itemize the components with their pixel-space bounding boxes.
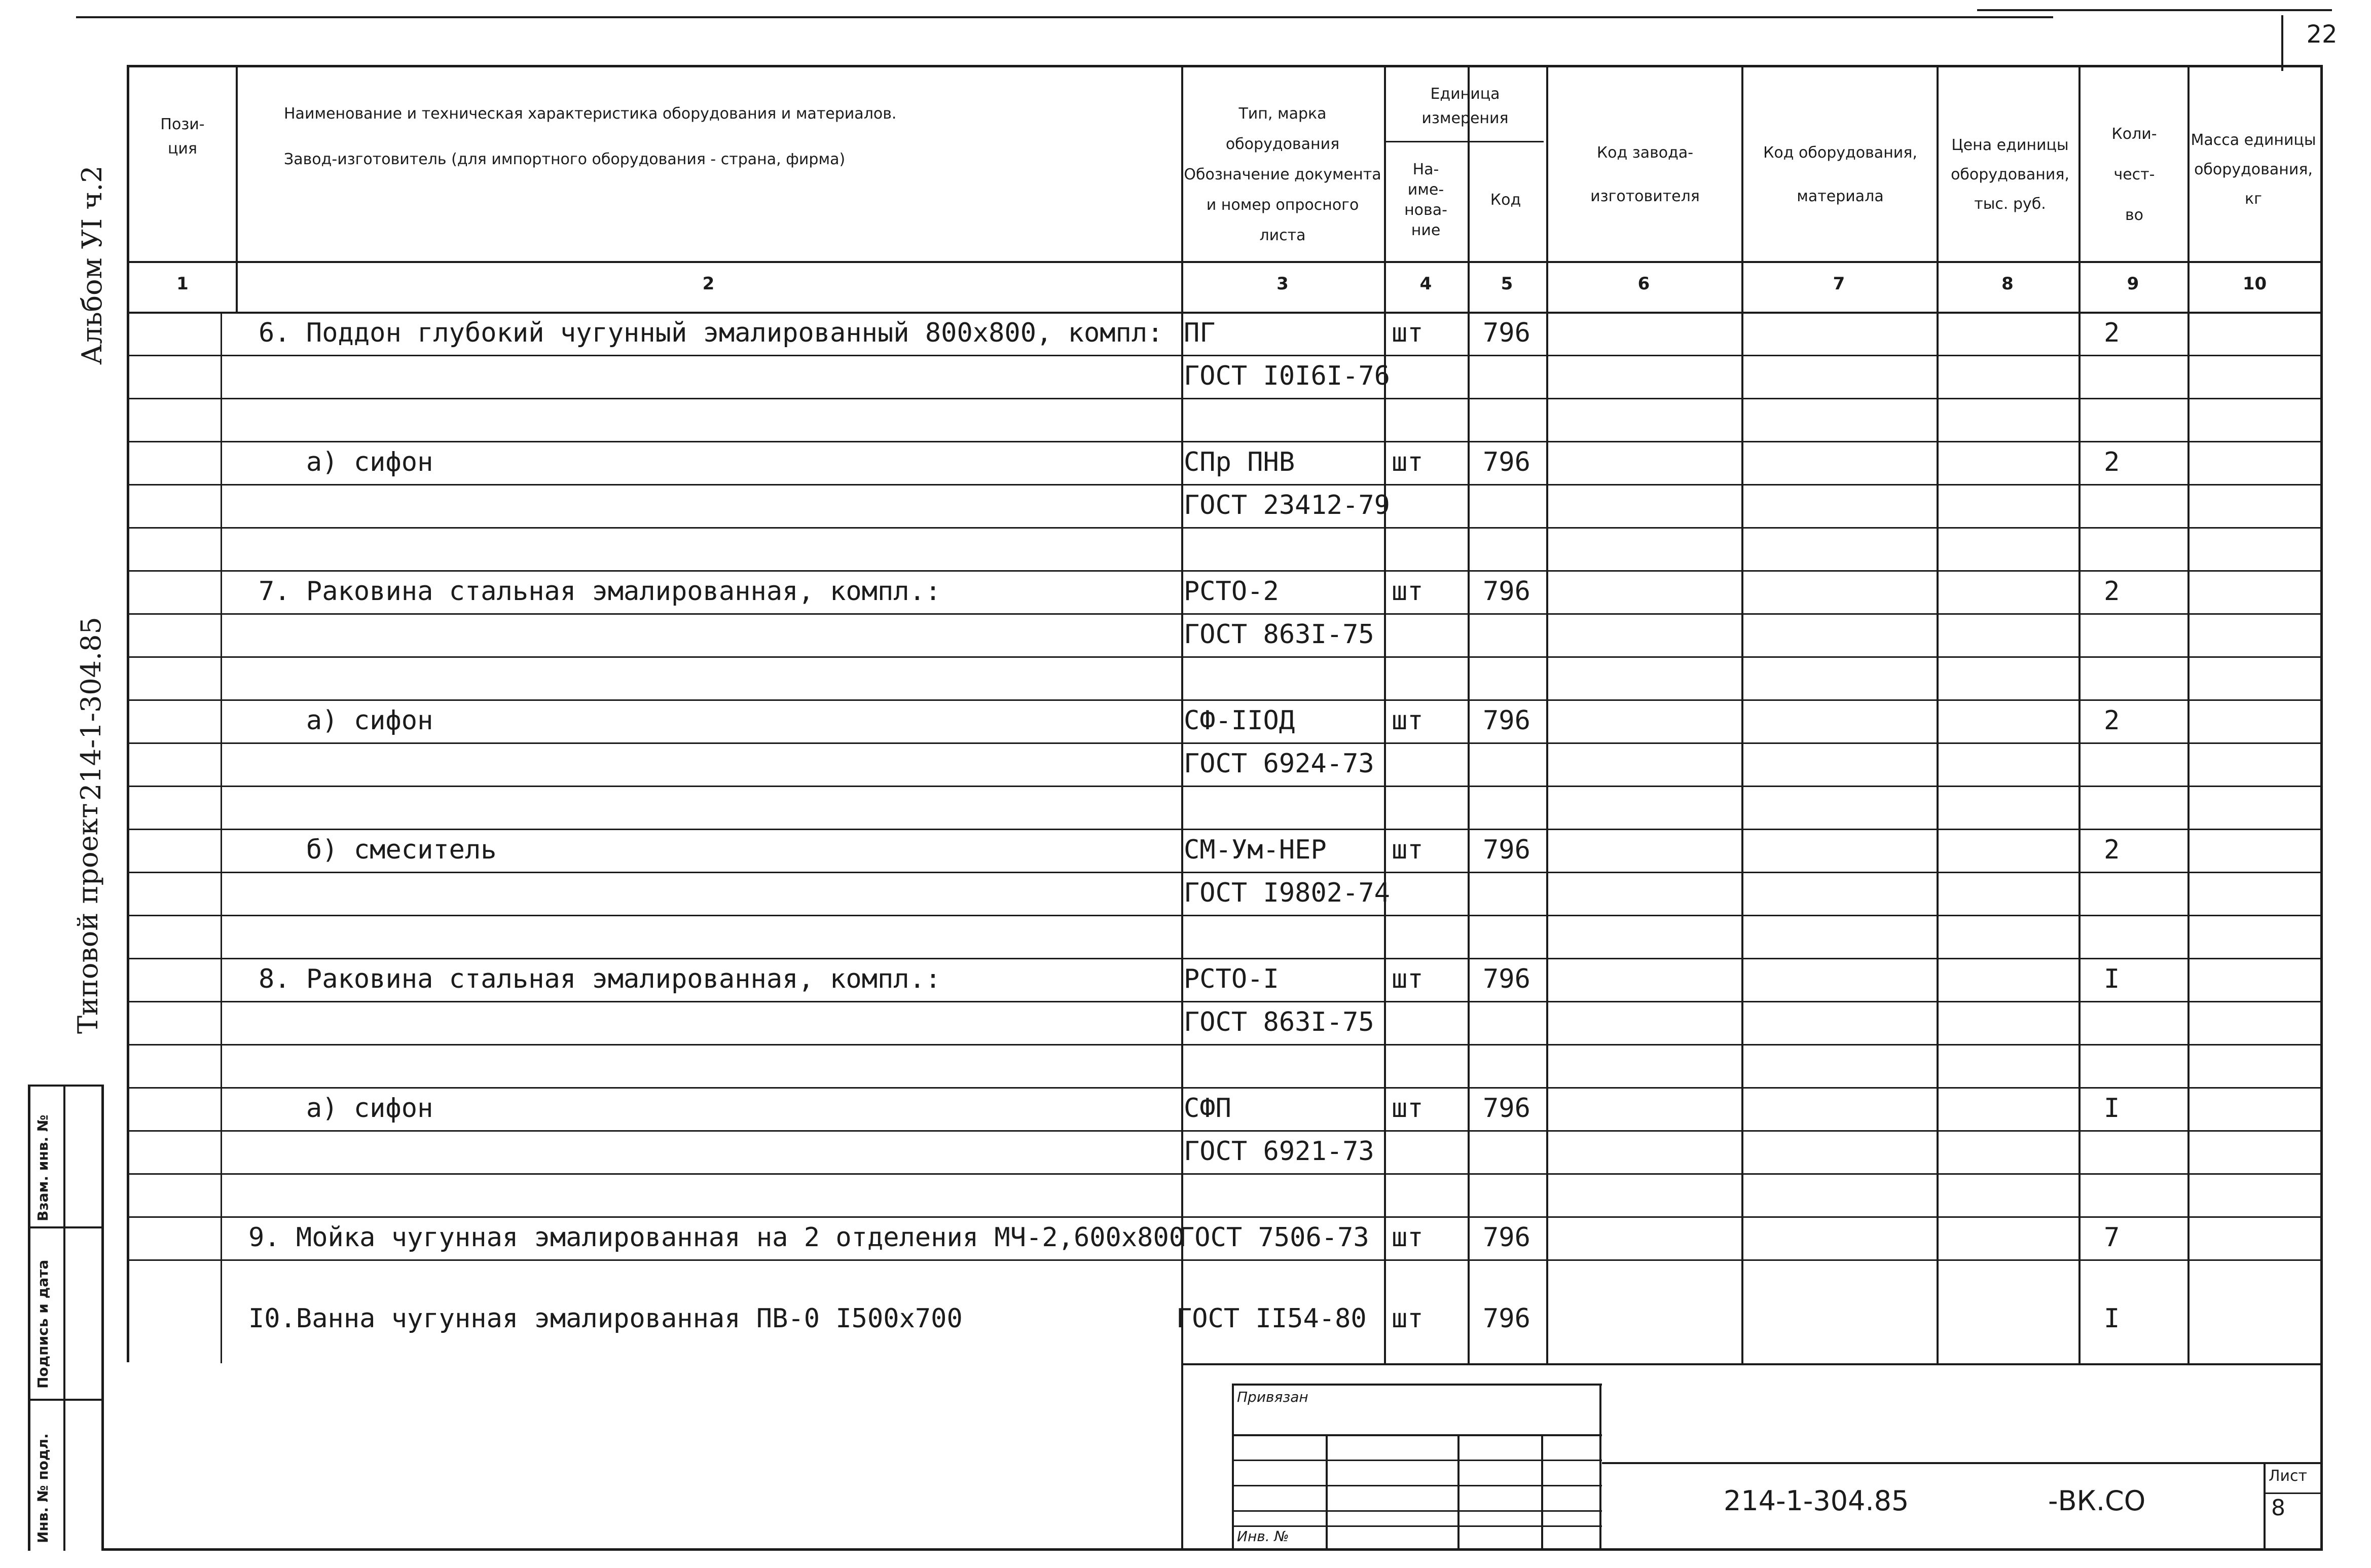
column-number: 2 bbox=[702, 274, 715, 294]
column-line bbox=[2187, 66, 2190, 1363]
column-number: 10 bbox=[2242, 274, 2267, 294]
row-rule bbox=[129, 527, 2322, 529]
item-unit-code: 796 bbox=[1483, 705, 1530, 736]
column-number: 4 bbox=[1419, 274, 1432, 294]
header-name: Наименование и техническая характеристика оборудования и материалов. Завод-изготовитель (для импортного оборудования - страна, фирма) bbox=[284, 105, 897, 168]
column-number: 3 bbox=[1276, 274, 1289, 294]
item-type: РСТО-I bbox=[1184, 964, 1279, 994]
stamp-divider bbox=[63, 1085, 65, 1551]
item-type: ПГ bbox=[1184, 318, 1216, 348]
item-unit-code: 796 bbox=[1483, 835, 1530, 865]
item-unit-code: 796 bbox=[1483, 964, 1530, 994]
item-quantity: I bbox=[2104, 964, 2120, 994]
table-top-border bbox=[127, 65, 2322, 67]
tb-h3 bbox=[1232, 1485, 1602, 1486]
row-rule bbox=[129, 1173, 2322, 1175]
row-rule bbox=[129, 484, 2322, 486]
row-rule bbox=[129, 398, 2322, 399]
item-unit: шт bbox=[1392, 1222, 1424, 1253]
column-number: 9 bbox=[2127, 274, 2139, 294]
doc-suffix: -ВК.СО bbox=[2048, 1485, 2146, 1517]
tb-v2 bbox=[1326, 1434, 1328, 1551]
project-code-side: 214-1-304.85 bbox=[75, 617, 107, 801]
item-name: 8. Раковина стальная эмалированная, компл.: bbox=[259, 964, 941, 994]
tb-h4 bbox=[1232, 1510, 1602, 1512]
column-line bbox=[2078, 66, 2081, 1363]
stamp-top bbox=[28, 1085, 104, 1087]
item-quantity: I bbox=[2104, 1093, 2120, 1124]
row-rule bbox=[129, 1001, 2322, 1002]
item-quantity: 2 bbox=[2104, 835, 2120, 865]
row-rule bbox=[129, 312, 2322, 313]
stamp-vzam: Взам. инв. № bbox=[34, 1114, 51, 1221]
item-type: СПр ПНВ bbox=[1184, 447, 1295, 477]
item-name: а) сифон bbox=[259, 447, 433, 477]
item-unit: шт bbox=[1392, 318, 1424, 348]
item-name: а) сифон bbox=[259, 705, 433, 736]
item-quantity: 2 bbox=[2104, 447, 2120, 477]
column-line bbox=[1181, 66, 1183, 1363]
item-name: б) смеситель bbox=[259, 835, 497, 865]
column-number: 5 bbox=[1501, 274, 1513, 294]
item-type: ГОСТ II54-80 bbox=[1176, 1303, 1367, 1334]
header-unit: Единица измерения bbox=[1421, 85, 1509, 127]
item-quantity: 7 bbox=[2104, 1222, 2120, 1253]
column-line bbox=[1546, 66, 1548, 1363]
row-rule bbox=[129, 1259, 2322, 1261]
project-label: Типовой проект bbox=[72, 803, 104, 1034]
item-quantity: 2 bbox=[2104, 576, 2120, 607]
row-rule bbox=[129, 872, 2322, 873]
tb-list-h bbox=[2264, 1492, 2322, 1494]
top-rule-right bbox=[1977, 9, 2332, 11]
footer-left bbox=[1181, 1363, 1183, 1551]
list-label: Лист bbox=[2269, 1467, 2308, 1485]
item-standard: ГОСТ 6921-73 bbox=[1184, 1136, 1374, 1167]
column-line bbox=[1384, 66, 1386, 1363]
col1-body-line bbox=[221, 312, 222, 1363]
row-rule bbox=[129, 656, 2322, 658]
item-type: ГОСТ 7506-73 bbox=[1179, 1222, 1369, 1253]
stamp-left bbox=[28, 1085, 30, 1551]
stamp-podpis: Подпись и дата bbox=[34, 1259, 51, 1389]
column-line bbox=[1468, 66, 1470, 1363]
row-rule bbox=[129, 958, 2322, 959]
stamp-inv: Инв. № подл. bbox=[34, 1433, 51, 1543]
tb-h2 bbox=[1232, 1460, 1602, 1461]
row-rule bbox=[129, 441, 2322, 442]
tb-v3 bbox=[1457, 1434, 1460, 1551]
item-type: СФП bbox=[1184, 1093, 1231, 1124]
item-unit-code: 796 bbox=[1483, 318, 1530, 348]
header-equipment-code: Код оборудования, материала bbox=[1763, 144, 1917, 205]
item-name: 9. Мойка чугунная эмалированная на 2 отделения МЧ-2,600х800 bbox=[248, 1222, 1185, 1253]
item-unit-code: 796 bbox=[1483, 1303, 1530, 1334]
table-left-border bbox=[127, 65, 129, 1362]
item-unit: шт bbox=[1392, 1093, 1424, 1124]
item-standard: ГОСТ I9802-74 bbox=[1184, 878, 1390, 908]
column-number: 1 bbox=[176, 274, 189, 294]
item-unit: шт bbox=[1392, 964, 1424, 994]
frame-bottom bbox=[101, 1548, 2323, 1551]
item-unit: шт bbox=[1392, 447, 1424, 477]
item-unit: шт bbox=[1392, 576, 1424, 607]
top-rule bbox=[76, 16, 2053, 18]
tb-list-v bbox=[2264, 1462, 2266, 1551]
row-rule bbox=[129, 613, 2322, 615]
row-rule bbox=[129, 915, 2322, 916]
item-standard: ГОСТ 863I-75 bbox=[1184, 1007, 1374, 1037]
header-mass: Масса единицы оборудования, кг bbox=[2191, 131, 2316, 208]
row-rule bbox=[129, 786, 2322, 787]
tb-h5 bbox=[1232, 1525, 1602, 1527]
footer-top bbox=[1181, 1363, 2322, 1365]
header-unit-name: На- име- нова- ние bbox=[1404, 161, 1447, 239]
item-unit-code: 796 bbox=[1483, 447, 1530, 477]
item-name: I0.Ванна чугунная эмалированная ПВ-0 I500х700 bbox=[248, 1303, 963, 1334]
column-number: 6 bbox=[1637, 274, 1650, 294]
column-number: 8 bbox=[2001, 274, 2014, 294]
item-name: а) сифон bbox=[259, 1093, 433, 1124]
item-quantity: 2 bbox=[2104, 705, 2120, 736]
row-rule bbox=[129, 1130, 2322, 1132]
column-line bbox=[1937, 66, 1939, 1363]
row-rule bbox=[129, 742, 2322, 744]
page-number: 22 bbox=[2306, 20, 2338, 49]
doc-code: 214-1-304.85 bbox=[1724, 1485, 1909, 1517]
row-rule bbox=[129, 829, 2322, 830]
row-rule bbox=[129, 1216, 2322, 1218]
privyazan-label: Привязан bbox=[1237, 1389, 1308, 1405]
header-type: Тип, марка оборудования Обозначение документа и номер опросного листа bbox=[1184, 105, 1381, 244]
header-rule bbox=[129, 261, 2322, 263]
item-unit-code: 796 bbox=[1483, 1222, 1530, 1253]
item-unit: шт bbox=[1392, 835, 1424, 865]
row-rule bbox=[129, 1044, 2322, 1046]
frame-left bbox=[101, 1085, 104, 1551]
tb-mid bbox=[1602, 1462, 2322, 1464]
album-label: Альбом УI ч.2 bbox=[76, 165, 108, 365]
header-unit-code: Код bbox=[1490, 191, 1521, 209]
item-standard: ГОСТ 863I-75 bbox=[1184, 619, 1374, 650]
header-position: Пози- ция bbox=[160, 116, 205, 158]
tb-h1 bbox=[1232, 1434, 1602, 1436]
item-type: СМ-Ум-НЕР bbox=[1184, 835, 1327, 865]
item-quantity: 2 bbox=[2104, 318, 2120, 348]
item-unit: шт bbox=[1392, 1303, 1424, 1334]
row-rule bbox=[129, 355, 2322, 356]
item-unit-code: 796 bbox=[1483, 1093, 1530, 1124]
column-number: 7 bbox=[1833, 274, 1845, 294]
row-rule bbox=[129, 570, 2322, 572]
stamp-line-2 bbox=[28, 1399, 104, 1401]
column-line bbox=[1741, 66, 1743, 1363]
row-rule bbox=[129, 699, 2322, 701]
item-type: РСТО-2 bbox=[1184, 576, 1279, 607]
list-number: 8 bbox=[2271, 1495, 2285, 1521]
inv-label: Инв. № bbox=[1237, 1528, 1289, 1545]
header-factory-code: Код завода-изготовителя bbox=[1590, 144, 1700, 205]
stamp-line-1 bbox=[28, 1226, 104, 1228]
item-name: 7. Раковина стальная эмалированная, компл.: bbox=[259, 576, 941, 607]
item-unit: шт bbox=[1392, 705, 1424, 736]
item-standard: ГОСТ 6924-73 bbox=[1184, 749, 1374, 779]
header-quantity: Коли- чест- во bbox=[2111, 125, 2157, 224]
header-price: Цена единицы оборудования, тыс. руб. bbox=[1951, 136, 2069, 213]
page-box-line bbox=[2281, 15, 2283, 71]
item-quantity: I bbox=[2104, 1303, 2120, 1334]
row-rule bbox=[129, 1087, 2322, 1089]
item-name: 6. Поддон глубокий чугунный эмалированный 800х800, компл: bbox=[259, 318, 1163, 348]
item-type: СФ-IIОД bbox=[1184, 705, 1295, 736]
item-standard: ГОСТ I0I6I-76 bbox=[1184, 361, 1390, 391]
item-standard: ГОСТ 23412-79 bbox=[1184, 490, 1390, 520]
item-unit-code: 796 bbox=[1483, 576, 1530, 607]
tb-top bbox=[1232, 1384, 1602, 1386]
tb-v4 bbox=[1541, 1434, 1543, 1551]
